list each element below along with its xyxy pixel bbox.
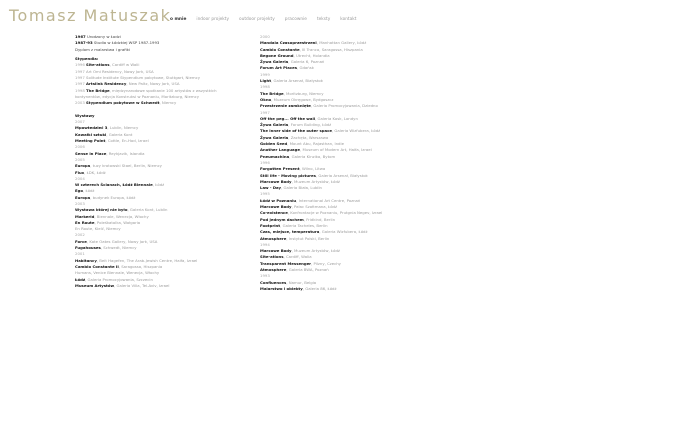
site-logo-title[interactable]: Tomasz Matuszak (9, 6, 172, 25)
entry-title: Pod jednym dachem (260, 216, 304, 222)
entry-detail: , Utrecht, Holandia (293, 52, 330, 58)
entry-title: Czas, miejsce, temperatura (260, 229, 320, 235)
entry-detail: En Route, Kielć, Niemcy (75, 226, 121, 232)
entry-year: 1997 (75, 68, 85, 74)
entry-detail: , Pałac Szołtmana, Łódź (291, 204, 338, 210)
entry-title: Markerid (75, 213, 95, 219)
year-label: 1996 (260, 159, 270, 165)
entry-detail: Humans, Venice Biennale, Wenecja, Włochy (75, 270, 160, 276)
entry-title: Confluences (260, 279, 287, 285)
entry-detail: , międzynarodowe spotkanie 100 artystów z wszystkich (109, 87, 217, 93)
entry-detail: , Wilno, Litwa (299, 166, 326, 172)
entry-title: The Bridge (260, 90, 284, 96)
entry-title: The inner side of the outer space (260, 128, 332, 134)
entry-title: Habitancy (75, 257, 97, 263)
entry-detail: , Namur, Belgia (286, 279, 317, 285)
entry-detail: , Muzeum Okręgowe, Bydgoszcz (271, 96, 334, 102)
entry-detail: , Galeria Arsenał, Białystok (315, 172, 368, 178)
nav-item-pracownie[interactable]: pracownie (284, 17, 307, 22)
entry-detail: , Cardiff, Walia (283, 254, 312, 260)
entry-title: Łódź w Poznaniu (260, 197, 297, 203)
entry-title: Forgotten Present (260, 166, 300, 172)
entry-detail: , III Tranca, Saragossa, Hiszpania (299, 46, 363, 52)
entry-title: Law - Day (260, 185, 282, 191)
bio-year: 1967 (75, 34, 86, 39)
entry-year: 1997 (75, 74, 85, 80)
entry-title: Site-ations (86, 62, 110, 68)
entry-detail: , New Paltz, Nowy Jork, USA (126, 81, 180, 87)
entry-title: Mandala Czasoprzestrzeni (260, 40, 317, 46)
entry-detail: , International Art Centre, Poznań (296, 197, 361, 203)
entry-title: The Bridge (86, 87, 110, 93)
entry-detail: , Poleśkatolka, Wołgaria (94, 219, 141, 225)
entry-detail: Solitude Institute Stypendium pobytowe, Stuttgart, Niemcy (86, 74, 200, 80)
year-label: 2002 (75, 232, 85, 238)
bio-text: Dyplom z malarstwa i grafiki (75, 46, 131, 52)
year-label: 2006 (75, 144, 85, 150)
entry-detail: , Pilzny, Czechy (311, 260, 341, 266)
entry-title: Off the peg... Off the wall (260, 115, 316, 121)
entry-detail: , Galeria Wizfubera, Łódź (331, 128, 381, 134)
entry-title: Żywa Galeria (260, 134, 289, 140)
nav-item-kontakt[interactable]: kontakt (340, 17, 357, 22)
year-label: 1999 (260, 71, 270, 77)
entry-detail: , Instytut Polski, Berlin (286, 235, 330, 241)
list-item (75, 283, 217, 289)
entry-title: Malarstwo i obiekty (260, 285, 303, 291)
entry-title: Another Language (260, 147, 300, 153)
biography-column (75, 34, 217, 289)
entry-title: Europa (75, 194, 91, 200)
entry-detail: , Galeria Kosk, Londyn (315, 115, 358, 121)
entry-detail: , Galeria Biała, Lublin (281, 185, 322, 191)
nav-item-indoor-projekty[interactable]: indoor projekty (196, 17, 229, 22)
year-label: 2005 (75, 156, 85, 162)
entry-title: Żywa Galeria (260, 122, 289, 128)
entry-detail: , Galeria Tacheles, Berlin (280, 222, 328, 228)
entry-detail: , Schwedt, Niemcy (100, 245, 137, 251)
entry-detail: , Niemcy (159, 100, 177, 106)
entry-detail: , Lublin, Niemcy (107, 125, 139, 131)
entry-detail: , Cardiff w Walii (109, 62, 140, 68)
nav-item-teksty[interactable]: teksty (316, 17, 331, 22)
year-label: 1993 (260, 273, 270, 279)
entry-year: 1996 (75, 62, 85, 68)
entry-detail: , Galeria Promocyjowania, Szczecin (85, 276, 153, 282)
entry-title: Żywa Galeria (260, 59, 289, 65)
entry-title: Marcowe Body (260, 248, 292, 254)
entry-detail: , Muzeum Artystów, Łódź (291, 178, 340, 184)
entry-title: Sense in Place (75, 150, 107, 156)
entry-detail: , Galeria Kont (106, 131, 133, 137)
entry-detail: , Łódź (83, 188, 95, 194)
entry-detail: , ŁDK, Łódź (84, 169, 106, 175)
nav-item-o-mnie[interactable]: o mnie (170, 17, 187, 22)
section-heading-text: Wystawy (75, 112, 95, 118)
year-label: 1994 (260, 241, 270, 247)
entry-title: Atmosphere (260, 235, 287, 241)
entry-title: Museum Artystów (75, 282, 115, 288)
exhibitions-column (260, 34, 382, 292)
entry-detail: , tuzy krotowski Stael, Berlin, Niemcy (90, 163, 162, 169)
entry-detail: , Moritzburg, Niemcy (283, 90, 324, 96)
list-item (260, 286, 382, 292)
entry-detail: , Cottle, En-Hod, Izrael (105, 138, 149, 144)
entry-title: Pneumachina (260, 153, 290, 159)
entry-detail: , Kate Oates Gallery, Nowy Jork, USA (86, 238, 158, 244)
entry-detail: , Beit Hagefen, The Arab-Jewish Centre, Haifa, Izrael (96, 257, 198, 263)
year-label: 1995 (260, 191, 270, 197)
entry-title: Kawałki sztuki (75, 131, 107, 137)
entry-title: Okno (260, 96, 272, 102)
entry-detail: Art Omi Residency, Nowy Jork, USA (86, 68, 154, 74)
entry-detail: , Saragossa, Hiszpania (118, 263, 163, 269)
entry-detail: , Manhattan Gallery, Łódź (316, 40, 367, 46)
entry-title: Light (260, 78, 272, 84)
bio-text: Urodzony w Łodzi (86, 34, 121, 39)
entry-title: Forum Art Places (260, 65, 298, 71)
entry-title: Site-ations (260, 254, 284, 260)
entry-year: 1998 (75, 87, 85, 93)
entry-title: Golden Seed (260, 141, 288, 147)
entry-title: Stypendium pobytowe w Schwedt (86, 100, 160, 106)
entry-detail: , Galeria Wizfubera, Łódź (319, 229, 368, 235)
entry-detail: , Museum of Modern Art, Haifa, Izrael (300, 147, 372, 153)
entry-detail: , Gdańsk (297, 65, 314, 71)
year-label: 2007 (75, 119, 85, 125)
entry-detail: , Galeria BWA, Poznań (286, 266, 329, 272)
entry-detail: , Muzeum Artystów, Łódź (291, 248, 340, 254)
entry-detail: , Konfrontacje w Poznaniu, Prutgnia Negev, Izrael (287, 210, 383, 216)
entry-detail: , Galeria Villa, Tel-Aviv, Izrael (114, 282, 170, 288)
entry-detail: , Galeria Kinzika, Bytom (289, 153, 336, 159)
entry-title: Footprint (260, 222, 281, 228)
entry-detail: , Fridkind, Berlin (303, 216, 336, 222)
year-label: 2004 (75, 175, 85, 181)
entry-title: Co-existence (260, 210, 288, 216)
entry-title: Ego (75, 188, 84, 194)
entry-year: 2003 (75, 100, 85, 106)
entry-detail: , Łódź (152, 182, 165, 188)
list-item (260, 103, 382, 109)
entry-title: Atmosphere (260, 266, 287, 272)
entry-title: Łódź (75, 276, 86, 282)
entry-detail: , Reykjavik, Islandia (106, 150, 145, 156)
entry-detail: , Galeria 6, Poznań (288, 59, 325, 65)
entry-title: Cambio Constante (260, 46, 300, 52)
entry-title: Transparent Messenger (260, 260, 312, 266)
entry-title: Cambio Constante II (75, 263, 119, 269)
entry-detail: , Galeria Promocyjowania, Dziedno (310, 103, 378, 109)
year-label: 2000 (260, 34, 270, 39)
entry-continuation: kontynentów, edycja Konstruksi w Poznaniu, Moritzburg, Niemcy (75, 93, 199, 99)
entry-title: W czterech Ścianach, Łódź Biennale (75, 182, 153, 188)
entry-detail: , Biennale, Wenecja, Włochy (94, 213, 149, 219)
entry-title: En Route (75, 219, 95, 225)
entry-title: Artslink Residency (86, 81, 127, 87)
entry-year: 1997 (75, 81, 85, 87)
entry-detail: , Forum Building, Łódź (288, 122, 332, 128)
entry-title: Wystawa której nie było (75, 207, 128, 213)
section-heading-text: Stypendia: (75, 56, 99, 62)
entry-title: Marcowe Body (260, 204, 292, 210)
bio-text: Studia w Łódzkiej WSP 1987-1993 (93, 40, 160, 46)
entry-title: Begone Ground (260, 52, 294, 58)
entry-title: Flux (75, 169, 85, 175)
entry-title: Marcowe Body (260, 178, 292, 184)
entry-title: Przestrzenie zamknięte (260, 103, 311, 109)
nav-item-outdoor-projekty[interactable]: outdoor projekty (239, 17, 275, 22)
entry-detail: , Galeria Kont, Lublin (127, 207, 168, 213)
year-label: 2003 (75, 200, 85, 206)
bio-year: 1987-93 (75, 40, 93, 46)
main-nav (170, 17, 356, 22)
entry-title: Meeting Point (75, 138, 106, 144)
entry-title: Mpowtedzieć 3 (75, 125, 108, 131)
entry-detail: , budynek Europa, Łódź (90, 194, 136, 200)
entry-title: Force (75, 238, 87, 244)
entry-detail: , Mount Abu, Rajasthan, Indie (287, 141, 344, 147)
year-label: 1998 (260, 84, 270, 90)
entry-detail: , Zachęta, Warszawa (288, 134, 329, 140)
year-label: 1997 (260, 109, 270, 115)
entry-title: Europa (75, 163, 91, 169)
entry-detail: , Galeria Arsenał, Białystok (271, 78, 323, 84)
entry-title: Fugahouses (75, 245, 101, 251)
entry-detail: , Galeria 86, Łódź (302, 285, 337, 291)
year-label: 2001 (75, 251, 85, 257)
entry-title: Still life - Moving pictures (260, 172, 316, 178)
